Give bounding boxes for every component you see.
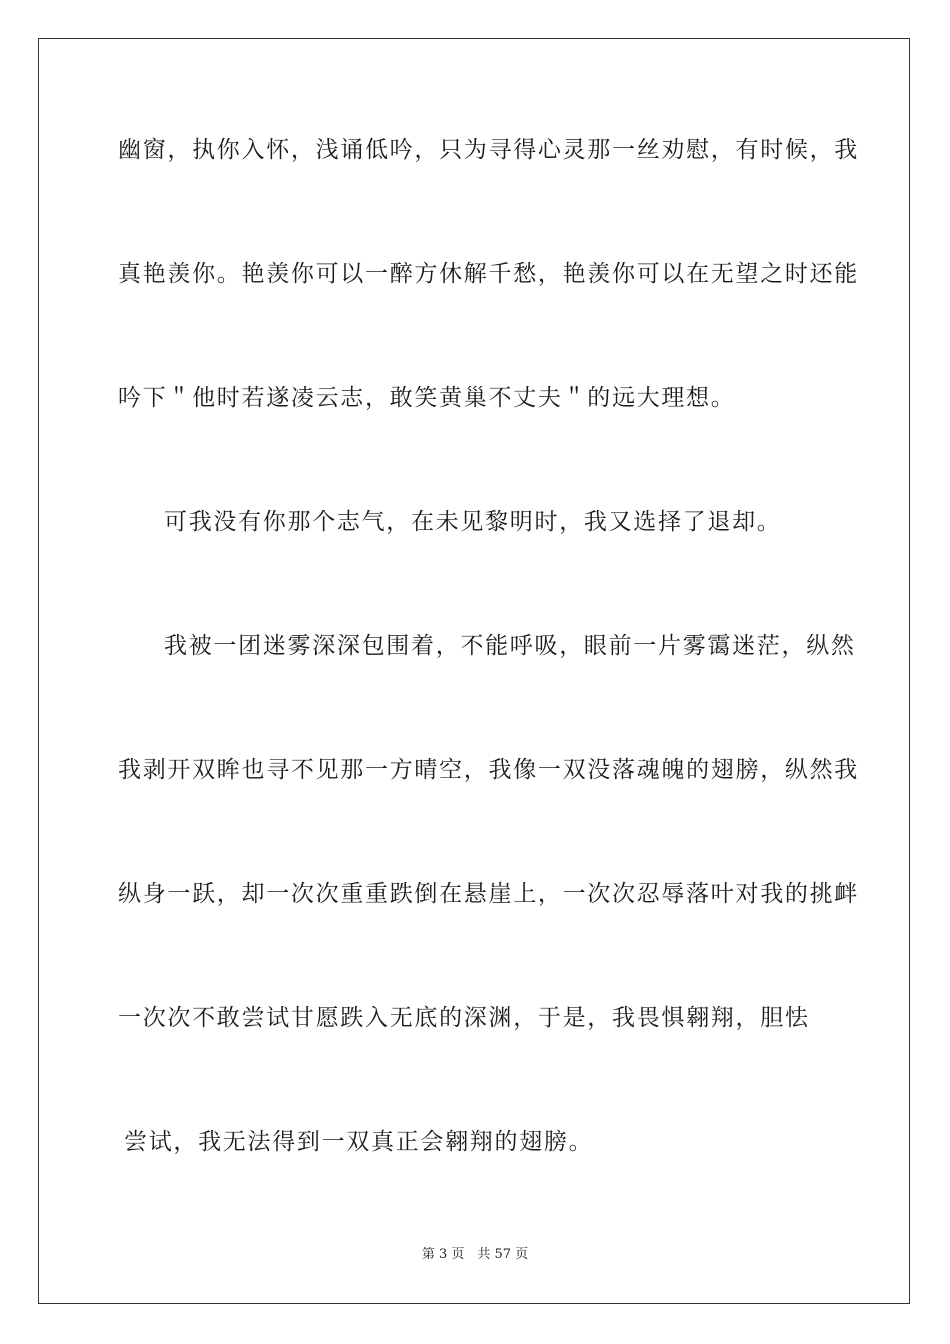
page-number-label: 第 3 页 共 57 页: [421, 1247, 529, 1262]
page-border: [38, 38, 910, 1304]
text-line: 真艳羡你。艳羡你可以一醉方休解千愁，艳羡你可以在无望之时还能: [118, 261, 859, 287]
text-line: 纵身一跃，却一次次重重跌倒在悬崖上，一次次忍辱落叶对我的挑衅: [118, 881, 859, 907]
text-line: 尝试，我无法得到一双真正会翱翔的翅膀。: [124, 1129, 594, 1155]
text-line: 一次次不敢尝试甘愿跌入无底的深渊，于是，我畏惧翱翔，胆怯: [118, 1005, 810, 1031]
paragraph-start-line: 我被一团迷雾深深包围着，不能呼吸，眼前一片雾霭迷茫，纵然: [164, 633, 856, 659]
paragraph-start-line: 可我没有你那个志气，在未见黎明时，我又选择了退却。: [164, 509, 782, 535]
text-line: 我剥开双眸也寻不见那一方晴空，我像一双没落魂魄的翅膀，纵然我: [118, 757, 859, 783]
text-line: 幽窗，执你入怀，浅诵低吟，只为寻得心灵那一丝劝慰，有时候，我: [118, 137, 859, 163]
page-number-footer: [0, 1243, 950, 1262]
text-line: 吟下＂他时若遂凌云志，敢笑黄巢不丈夫＂的远大理想。: [118, 385, 736, 411]
